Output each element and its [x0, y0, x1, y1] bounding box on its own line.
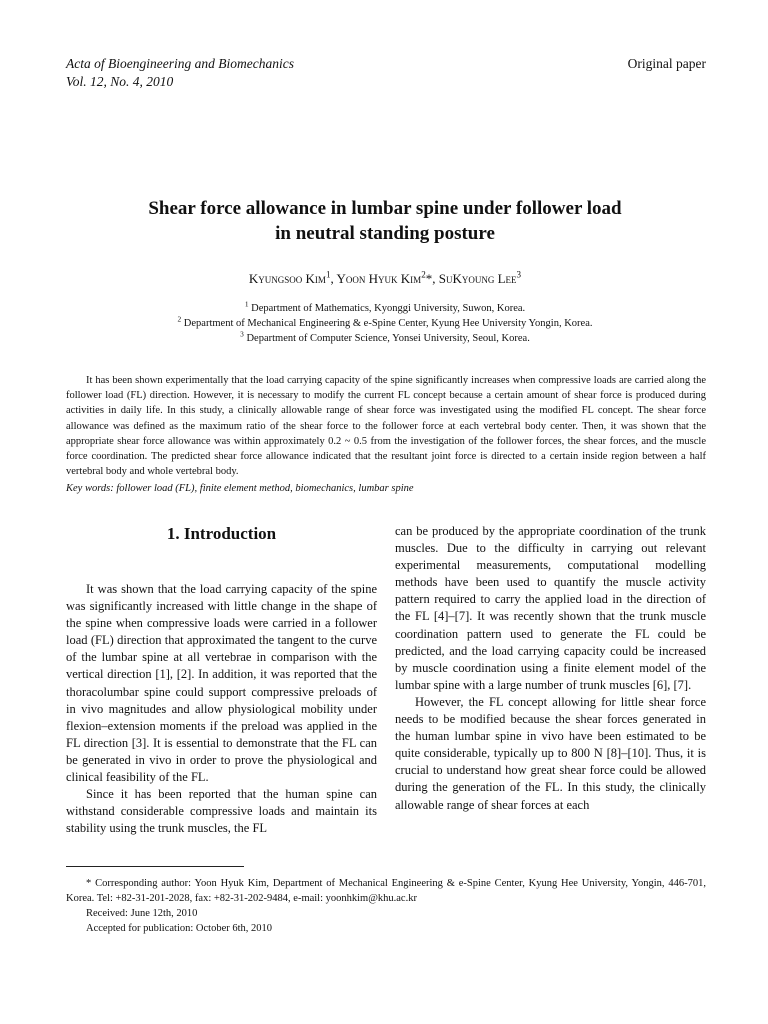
- affiliation: [60, 301, 710, 316]
- title-line-2: in neutral standing posture: [275, 223, 495, 244]
- paper-title: [60, 196, 710, 246]
- section-heading: 1. Introduction: [166, 524, 277, 543]
- affiliation-text: Department of Computer Science, Yonsei University, Seoul, Korea.: [243, 333, 530, 344]
- body-paragraph: However, the FL concept allowing for little shear force needs to be modified because the shear forces generated in the human lumbar spine in vivo have been estimated to be quite considerable, typically up to 800 N [8]–[10]. Thus, it is crucial to understand how great shear force could be allowed during the generation of the FL. In this study, the clinically allowable range of shear forces at each: [395, 694, 706, 812]
- paper-type: Original paper: [627, 56, 706, 71]
- author-affil-mark: 3: [516, 269, 522, 280]
- body-paragraph: can be produced by the appropriate coordination of the trunk muscles. Due to the difficulty in carrying out relevant experimental measurements, computational modelling methods have been used to quantify the muscle activity pattern required to carry the applied load in the direction of the FL [4]–[7]. It was recently shown that the trunk muscle coordination pattern used to generate the FL could be predicted, and the load carrying capacity could be increased by muscle coordination using a finite element model of the lumbar spine with a large number of trunk muscles [6], [7].: [395, 524, 706, 692]
- author-affil-mark: 1: [325, 269, 331, 280]
- body-column-left: [66, 523, 377, 837]
- affiliation: [60, 331, 710, 346]
- title-line-1: Shear force allowance in lumbar spine under follower load: [148, 198, 622, 219]
- author-name: Yoon Hyuk Kim: [336, 271, 422, 286]
- author-separator: *,: [425, 271, 439, 286]
- corresponding-author-note: * Corresponding author: Yoon Hyuk Kim, Department of Mechanical Engineering & e-Spine Center, Kyung Hee University, Yongin, 446-701, Korea. Tel: +82-31-201-2028, fax: +82-31-202-9484, e-mail: yoonhkim@khu.ac.kr: [66, 878, 706, 904]
- affiliation-text: Department of Mathematics, Kyonggi University, Suwon, Korea.: [248, 303, 526, 314]
- author-list: [60, 270, 710, 288]
- affiliation-mark: 2: [177, 314, 182, 324]
- body-paragraph: Since it has been reported that the human spine can withstand considerable compressive loads and maintain its stability using the trunk muscles, the FL: [66, 787, 377, 836]
- abstract: It has been shown experimentally that the load carrying capacity of the spine significantly increases when compressive loads are carried along the follower load (FL) direction. However, it is necessary to modify the current FL concept because a certain amount of shear force is produced during activities in daily life. In this study, a clinically allowable range of shear force was investigated using the modified FL concept. The shear force allowance was defined as the maximum ratio of the shear force to the follower force at each vertebral body center. Then, it was shown that the appropriate shear force allowance was within approximately 0.2 ~ 0.5 from the investigation of the follower forces, the shear forces, and the muscle force coordination. The predicted shear force allowance indicated that the resultant joint force is directed to a certain inside region between a half vertebral body and whole vertebral body.: [66, 375, 706, 478]
- journal-header: [66, 55, 294, 91]
- journal-name: Acta of Bioengineering and Biomechanics: [66, 56, 294, 71]
- affiliation-mark: 1: [244, 299, 249, 309]
- footnotes: [66, 876, 706, 936]
- affiliation-list: [60, 301, 710, 346]
- footnote-rule: [66, 866, 244, 867]
- affiliation-text: Department of Mechanical Engineering & e-Spine Center, Kyung Hee University Yongin, Korea.: [181, 318, 593, 329]
- affiliation: [60, 316, 710, 331]
- author-name: SuKyoung Lee: [438, 271, 517, 286]
- received-date: Received: June 12th, 2010: [86, 908, 198, 919]
- keywords: Key words: follower load (FL), finite element method, biomechanics, lumbar spine: [66, 483, 414, 494]
- accepted-date: Accepted for publication: October 6th, 2010: [86, 923, 273, 934]
- author-name: Kyungsoo Kim: [248, 271, 326, 286]
- affiliation-mark: 3: [240, 329, 244, 339]
- author-separator: ,: [330, 271, 337, 286]
- body-column-right: [395, 523, 706, 814]
- author-affil-mark: 2: [421, 269, 426, 280]
- body-paragraph: It was shown that the load carrying capacity of the spine was significantly increased with little change in the shape of the spine when compressive loads were carried in a follower load (FL) direction that approximated the tangent to the curve of the lumbar spine at all vertebrae in comparison with the vertical direction [1], [2]. In addition, it was reported that the thoracolumbar spine could support compressive preloads of in vivo magnitudes and allow physiological mobility under flexion–extension moments if the preload was applied in the FL direction [3]. It is essential to demonstrate that the FL can be generated in vivo in order to prove the physiological and clinical feasibility of the FL.: [66, 582, 377, 785]
- journal-volume: Vol. 12, No. 4, 2010: [66, 74, 174, 89]
